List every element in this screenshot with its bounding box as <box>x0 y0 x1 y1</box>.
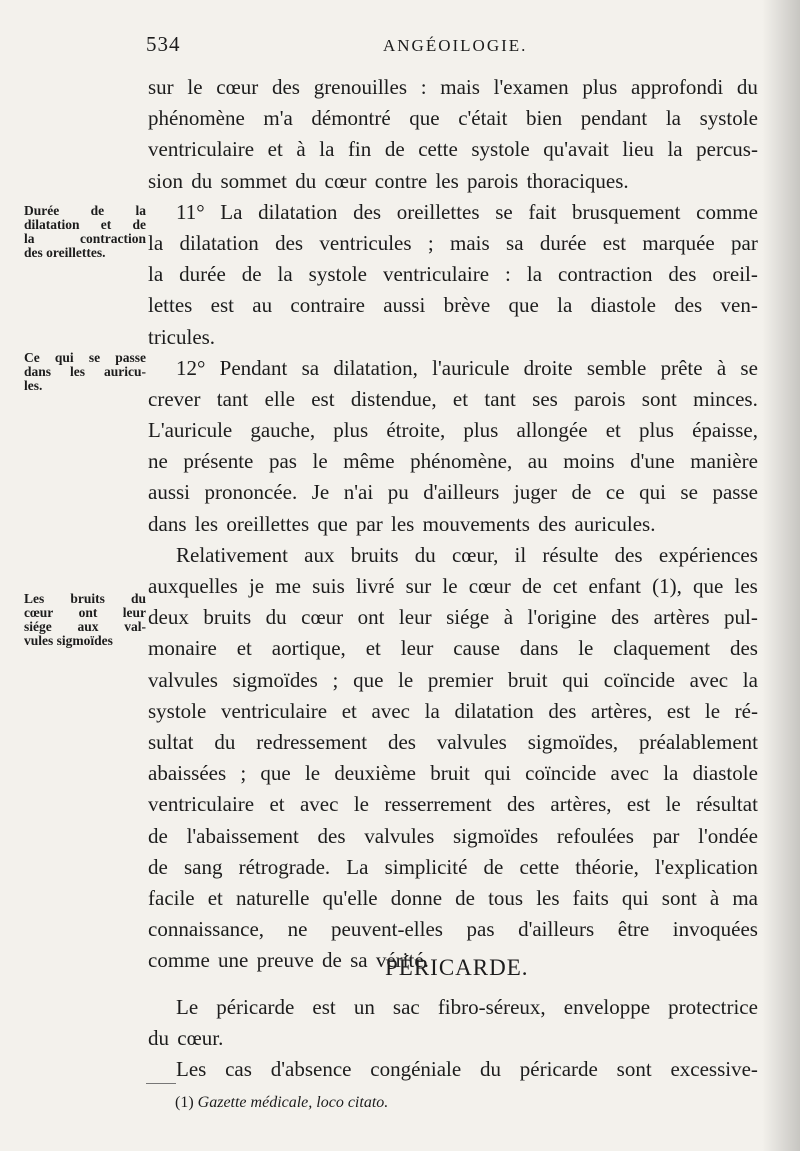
text-line: deux bruits du cœur ont leur siége à l'origine des artères pul- <box>148 605 758 630</box>
text-line: sion du sommet du cœur contre les parois thoraciques. <box>148 168 629 193</box>
text-line: Le péricarde est un sac fibro-séreux, enveloppe protectrice <box>176 995 758 1019</box>
text-line: monaire et aortique, et leur cause dans le claquement des <box>148 636 758 661</box>
text-line: valvules sigmoïdes ; que le premier bruit qui coïncide avec la <box>148 667 758 692</box>
margin-note-line: Durée de la <box>24 203 146 218</box>
text-line: phénomène m'a démontré que c'était bien pendant la systole <box>148 106 758 131</box>
text-line: Les cas d'absence congéniale du péricarde sont excessive- <box>176 1057 758 1082</box>
text-line: du cœur. <box>148 1026 224 1051</box>
text-line: crever tant elle est distendue, et tant ses parois sont minces. <box>148 386 758 411</box>
text-line: 11° La dilatation des oreillettes se fait brusquement comme <box>176 199 758 224</box>
text-line: dans les oreillettes que par les mouvements des auricules. <box>148 511 656 536</box>
margin-note-line: les. <box>24 378 43 393</box>
footnote-marker: (1) <box>175 1094 194 1111</box>
margin-note-line: la contraction <box>24 231 146 246</box>
text-line: aussi prononcée. Je n'ai pu d'ailleurs juger de ce qui se passe <box>148 480 758 505</box>
text-line: sur le cœur des grenouilles : mais l'examen plus approfondi du <box>148 75 758 99</box>
text-line: L'auricule gauche, plus étroite, plus allongée et plus épaisse, <box>148 418 758 443</box>
page-edge-shadow <box>762 0 800 1151</box>
text-line: abaissées ; que le deuxième bruit qui coïncide avec la diastole <box>148 761 758 786</box>
footnote-text: Gazette médicale, loco citato. <box>197 1094 389 1111</box>
body-text <box>148 72 758 976</box>
text-line: facile et naturelle qu'elle donne de tous les faits qui sont à ma <box>148 885 758 910</box>
text-line: Relativement aux bruits du cœur, il résulte des expériences <box>176 542 758 567</box>
text-line: comme une preuve de sa vérité. <box>148 948 429 973</box>
text-line: la dilatation des ventricules ; mais sa durée est marquée par <box>148 230 758 255</box>
margin-note-line: cœur ont leur <box>24 605 146 620</box>
text-line: de l'abaissement des valvules sigmoïdes refoulées par l'ondée <box>148 823 758 848</box>
section-title: PÉRICARDE. <box>385 955 529 980</box>
page-number: 534 <box>146 32 181 56</box>
running-head: ANGÉOILOGIE. <box>383 36 528 55</box>
footnote <box>175 1094 388 1112</box>
margin-note-duree <box>24 204 146 260</box>
body-text-continued <box>148 992 758 1086</box>
paragraph-1 <box>148 72 758 197</box>
margin-note-line: vules sigmoïdes <box>24 633 113 648</box>
paragraph-4 <box>148 540 758 977</box>
text-line: la durée de la systole ventriculaire : la contraction des oreil- <box>148 262 758 287</box>
margin-note-line: Ce qui se passe <box>24 350 146 365</box>
margin-note-line: dans les auricu- <box>24 364 146 379</box>
text-line: tricules. <box>148 324 216 349</box>
margin-note-line: des oreillettes. <box>24 245 106 260</box>
margin-note-auricules <box>24 351 146 393</box>
text-line: connaissance, ne peuvent-elles pas d'ailleurs être invoquées <box>148 917 758 942</box>
margin-note-line: Les bruits du <box>24 591 146 606</box>
margin-note-line: siége aux val- <box>24 619 146 634</box>
text-line: auxquelles je me suis livré sur le cœur de cet enfant (1), que les <box>148 574 758 598</box>
paragraph-6 <box>148 1054 758 1085</box>
footnote-rule <box>146 1083 176 1084</box>
text-line: lettes est au contraire aussi brève que la diastole des ven- <box>148 293 758 318</box>
page-header <box>0 32 800 58</box>
margin-note-bruits <box>24 592 146 648</box>
margin-note-line: dilatation et de <box>24 217 146 232</box>
text-line: 12° Pendant sa dilatation, l'auricule droite semble prête à se <box>176 355 758 380</box>
text-line: systole ventriculaire et avec la dilatation des artères, est le ré- <box>148 698 758 723</box>
text-line: sultat du redressement des valvules sigmoïdes, préalablement <box>148 729 758 754</box>
paragraph-3 <box>148 353 758 540</box>
paragraph-5 <box>148 992 758 1054</box>
text-line: ventriculaire et à la fin de cette systole qu'avait lieu la percus- <box>148 137 758 162</box>
text-line: de sang rétrograde. La simplicité de cette théorie, l'explication <box>148 854 758 879</box>
text-line: ventriculaire et avec le resserrement des artères, est le résultat <box>148 792 758 817</box>
paragraph-2 <box>148 197 758 353</box>
text-line: ne présente pas le même phénomène, au moins d'une manière <box>148 449 758 474</box>
